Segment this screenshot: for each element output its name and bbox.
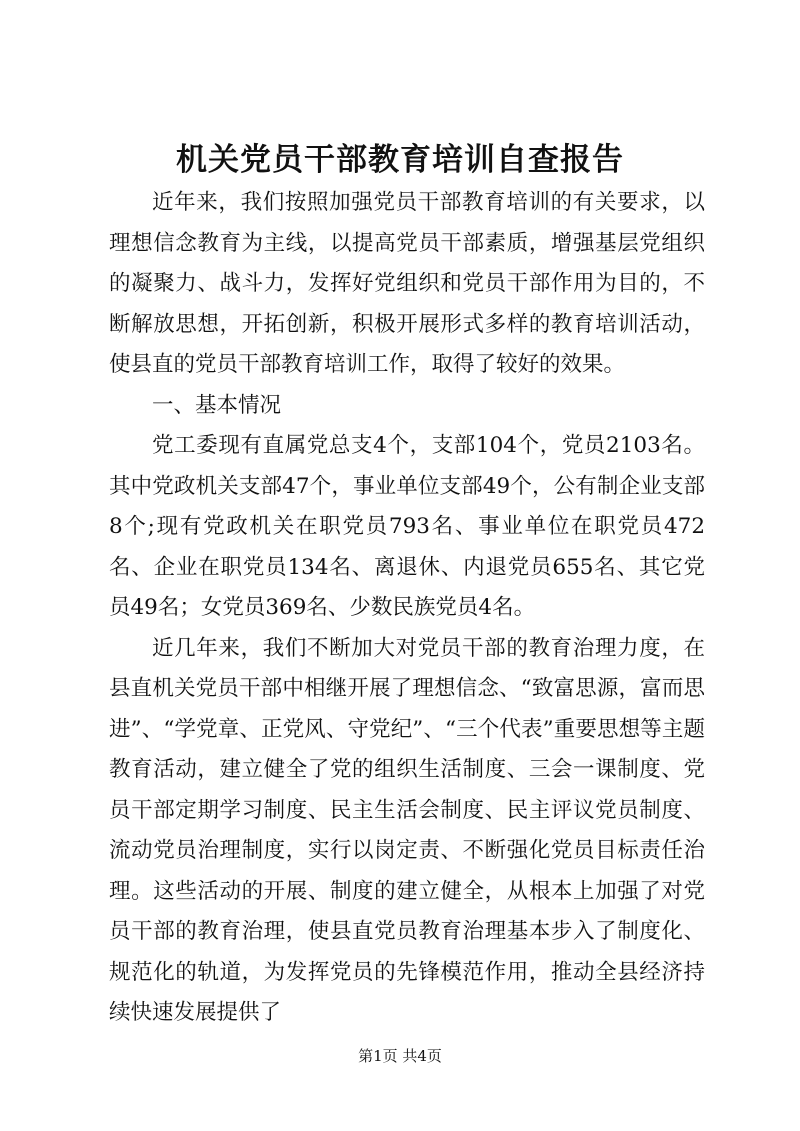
paragraph-party-statistics: 党工委现有直属党总支4个，支部104个，党员2103名。其中党政机关支部47个，事业单位支部49个，公有制企业支部8个;现有党政机关在职党员793名、事业单位在职党员472名、企业在职党员134名、离退休、内退党员655名、其它党员49名；女党员369名、少数民族党员4名。 — [109, 433, 705, 620]
page-number-footer: 第1页 共4页 — [358, 1047, 442, 1065]
document-title: 机关党员干部教育培训自查报告 — [176, 142, 624, 178]
section-heading-basic-situation: 一、基本情况 — [152, 392, 282, 418]
paragraph-intro: 近年来，我们按照加强党员干部教育培训的有关要求，以理想信念教育为主线，以提高党员干部素质，增强基层党组织的凝聚力、战斗力，发挥好党组织和党员干部作用为目的，不断解放思想，开拓创新，积极开展形式多样的教育培训活动，使县直的党员干部教育培训工作，取得了较好的效果。 — [109, 190, 705, 377]
document-body — [109, 183, 705, 1034]
paragraph-education-management: 近几年来，我们不断加大对党员干部的教育治理力度，在县直机关党员干部中相继开展了理想信念、“致富思源，富而思进”、“学党章、正党风、守党纪”、“三个代表”重要思想等主题教育活动，建立健全了党的组织生活制度、三会一课制度、党员干部定期学习制度、民主生活会制度、民主评议党员制度、流动党员治理制度，实行以岗定责、不断强化党员目标责任治理。这些活动的开展、制度的建立健全，从根本上加强了对党员干部的教育治理，使县直党员教育治理基本步入了制度化、规范化的轨道，为发挥党员的先锋模范作用，推动全县经济持续快速发展提供了 — [109, 635, 705, 1025]
